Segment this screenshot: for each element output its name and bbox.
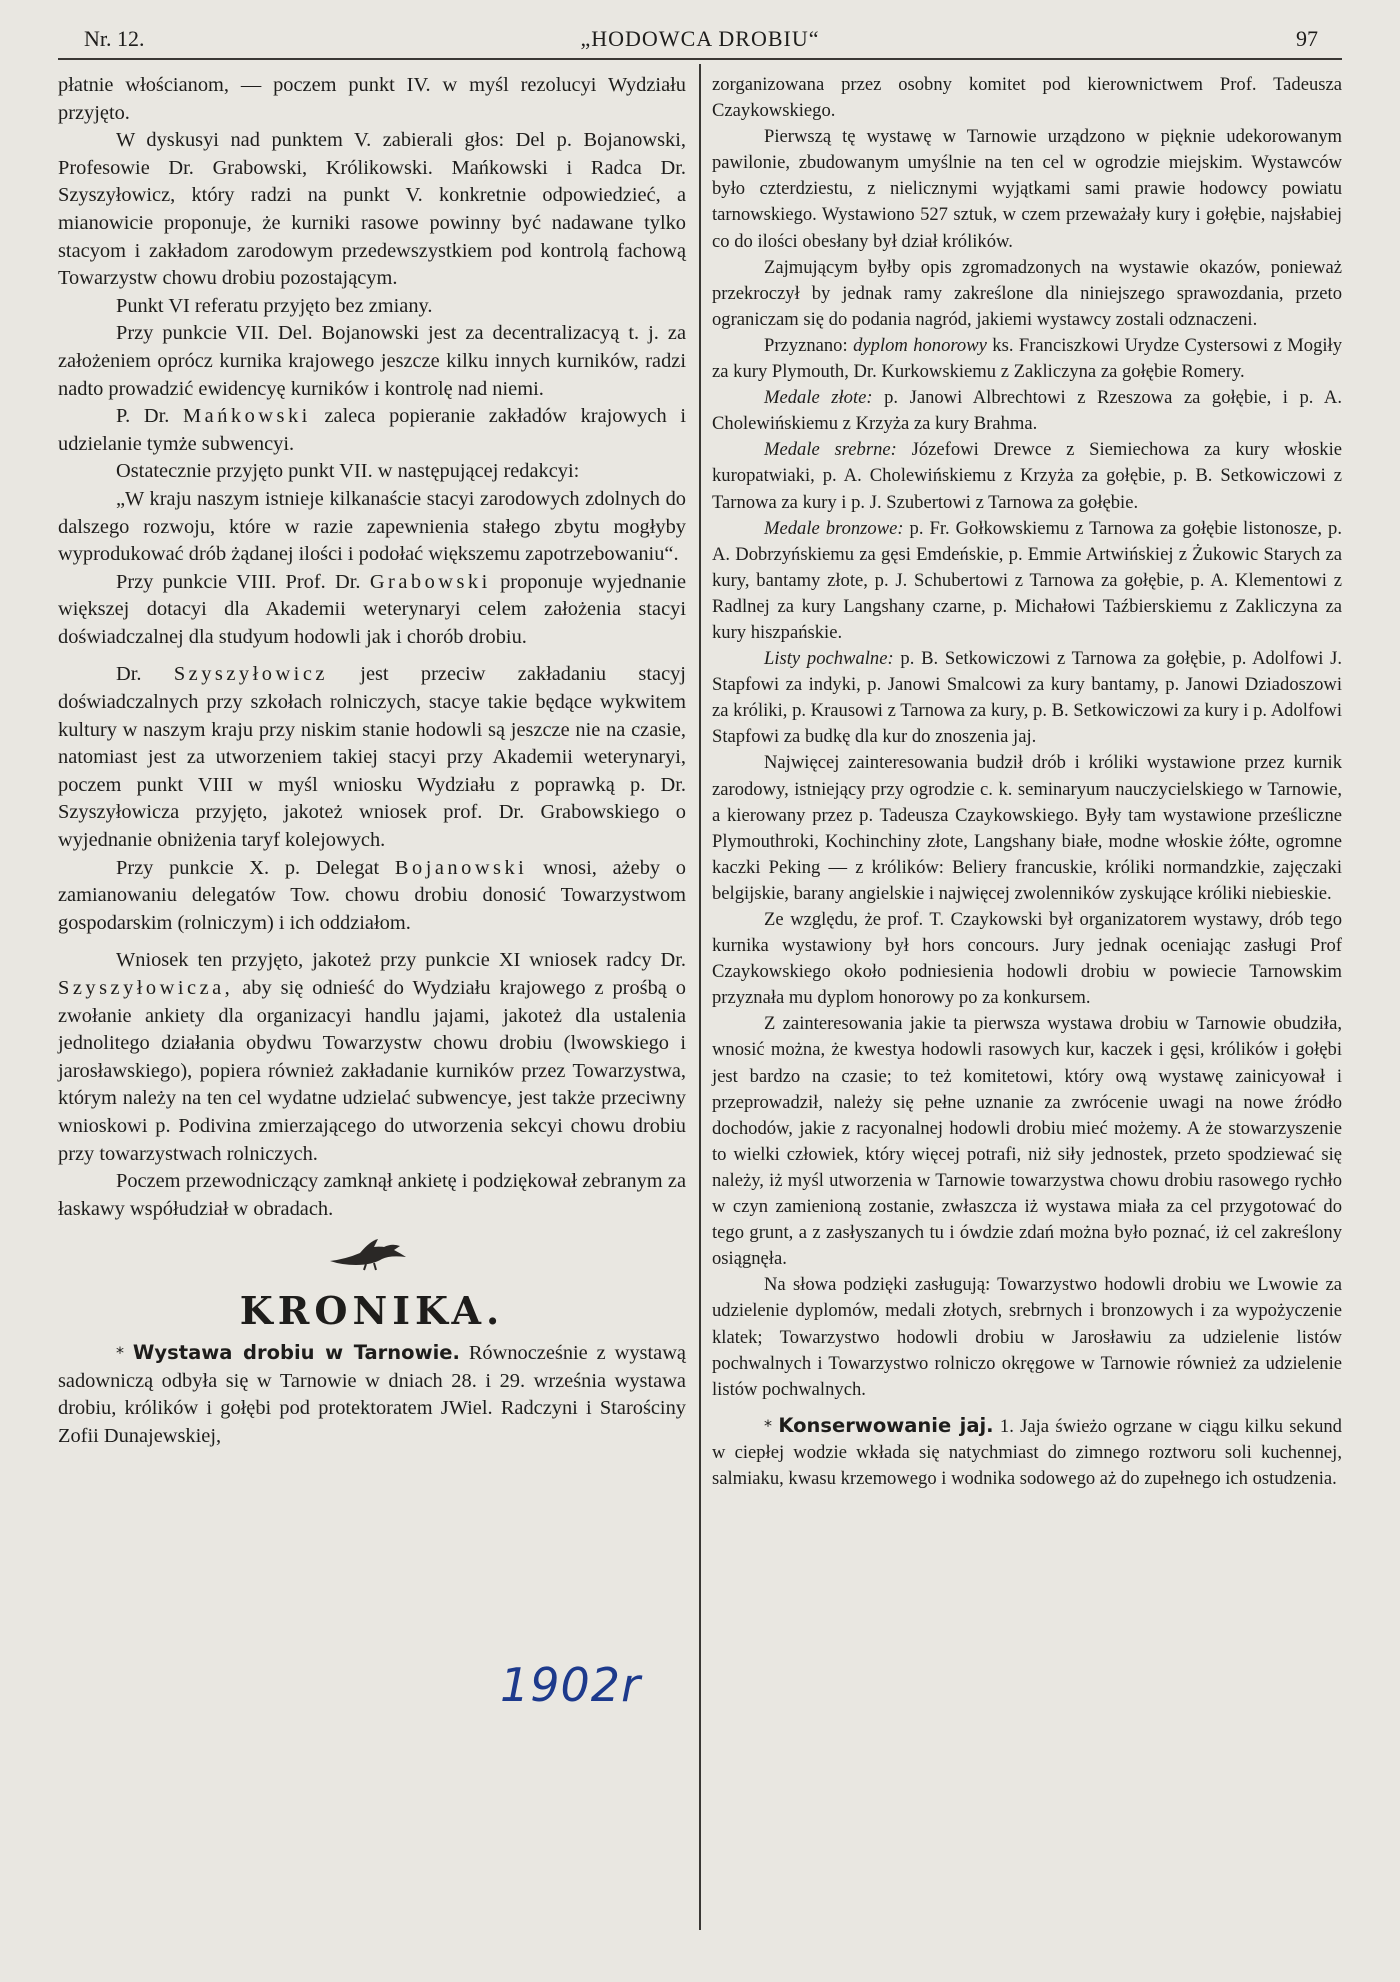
- left-column: [58, 72, 686, 1450]
- handwritten-year-note: 1902r: [500, 1658, 641, 1712]
- right-column: [712, 72, 1342, 1492]
- award-paragraph: Medale srebrne: Józefowi Drewce z Siemiechowa za kury włoskie kuropatwiaki, p. A. Cholewińskiemu z Krzyża za gołębie, p. B. Setkowiczowi z Tarnowa za kury i p. J. Szubertowi z Tarnowa za gołębie.: [712, 439, 1343, 513]
- paragraph: Pierwszą tę wystawę w Tarnowie urządzono w pięknie udekorowanym pawilonie, zbudowanym umyślnie na ten cel w ogrodzie miejskim. Wystawców było czterdziestu, z nielicznymi wyjątkami sami prawie hodowcy powiatu tarnowskiego. Wystawiono 527 sztuk, w czem przeważały kury i gołębie, najsłabiej co do ilości obesłany był dział królików.: [712, 126, 1342, 252]
- spaced-name: Szyszyłowicza,: [58, 977, 234, 999]
- page-header: [80, 14, 1320, 54]
- chronicle-entry: * Wystawa drobiu w Tarnowie. Równocześnie z wystawą sadowniczą odbyła się w Tarnowie w dniach 28. i 29. września wystawa drobiu, królików i gołębi pod protektoratem JWiel. Radczyni i Starościny Zofii Dunajewskiej,: [58, 1340, 686, 1447]
- spaced-name: Szyszyłowicz: [173, 663, 328, 686]
- journal-title: „HODOWCA DROBIU“: [580, 26, 820, 51]
- paragraph: Dr. Szyszyłowicz jest przeciw zakładaniu stacyj doświadczalnych przy szkołach rolniczych, stacye takie będące wykwitem kultury w naszym kraju przy niskim stanie hodowli są jeszcze nie na czasie, natomiast jest za utworzeniem takiej stacyi przy Akademii weterynaryi, poczem punkt VIII w myśl wniosku Wydziału z poprawką p. Dr. Szyszyłowicza przyjęto, jakoteż wniosek prof. Dr. Grabowskiego o wyjednanie obniżenia taryf kolejowych.: [58, 663, 686, 852]
- spaced-name: Grabowski: [369, 570, 491, 593]
- paragraph: Poczem przewodniczący zamknął ankietę i podziękował zebranym za łaskawy współudział w obradach.: [58, 1170, 686, 1220]
- paragraph: Ostatecznie przyjęto punkt VII. w następującej redakcyi:: [116, 460, 580, 483]
- entry-heading: Konserwowanie jaj.: [778, 1413, 994, 1437]
- page-number: 97: [1296, 26, 1318, 51]
- paragraph: P. Dr. Mańkowski zaleca popieranie zakładów krajowych i udzielanie tymże subwencyi.: [58, 405, 686, 455]
- spaced-name: Mańkowski: [183, 405, 311, 428]
- asterisk-icon: *: [764, 1415, 772, 1435]
- quoted-resolution: „W kraju naszym istnieje kilkanaście stacyi zarodowych zdolnych do dalszego rozwoju, które w razie zapewnienia stałego zbytu mogłyby wyprodukować drób żądanej ilości i podołać większemu zapotrzebowaniu“.: [58, 487, 686, 566]
- paragraph: Przy punkcie X. p. Delegat Bojanowski wnosi, ażeby o zamianowaniu delegatów Tow. chowu drobiu donosić Towarzystwom gospodarskim (rolniczym) i ich oddziałom.: [58, 856, 686, 934]
- paragraph: Z zainteresowania jakie ta pierwsza wystawa drobiu w Tarnowie obudziła, wnosić można, że kwestya hodowli rasowych kur, kaczek i gęsi, królików i gołębi jest bardzo na czasie; to też komitetowi, który ową wystawę zainicyował i przeprowadził, należy się pełne uznanie za zwrócenie uwagi na nowe źródło dochodów, jakie z racyonalnej hodowli drobiu mieć możemy. A że stowarzyszenie to wielki człowiek, który więcej potrafi, niż siły jednostek, przeto spodziewać się należy, iż myśl utworzenia w Tarnowie towarzystwa chowu drobiu rasowego rychło w czyn zamienioną zostanie, zwłaszcza iż wystawa miała za cel przygotować do tego grunt, a z zasłyszanych tu i ówdzie zdań można było poznać, iż cel zakreślony osiągnęła.: [712, 1013, 1342, 1270]
- section-title-kronika: KRONIKA.: [239, 1288, 505, 1334]
- bird-ornament-icon: [326, 1237, 410, 1271]
- paragraph: Punkt VI referatu przyjęto bez zmiany.: [116, 294, 433, 317]
- paragraph: zorganizowana przez osobny komitet pod kierownictwem Prof. Tadeusza Czaykowskiego.: [712, 74, 1342, 122]
- spaced-name: Bojanowski: [394, 856, 528, 879]
- award-paragraph: Przyznano: dyplom honorowy ks. Franciszkowi Urydze Cystersowi z Mogiły za kury Plymouth, Dr. Kurkowskiemu z Zakliczyna za gołębie Romery.: [712, 334, 1343, 383]
- paragraph: Ze względu, że prof. T. Czaykowski był organizatorem wystawy, drób tego kurnika wystawiony był hors concours. Jury jednak oceniając zasługi Prof Czaykowskiego około podniesienia hodowli drobiu w powiecie Tarnowskim przyznała mu dyplom honorowy po za konkursem.: [712, 909, 1342, 1009]
- paragraph: płatnie włościanom, — poczem punkt IV. w myśl rezolucyi Wydziału przyjęto.: [58, 74, 686, 124]
- paragraph: Zajmującym byłby opis zgromadzonych na wystawie okazów, ponieważ przekroczył by jednak ramy zakreślone dla niniejszego sprawozdania, przeto ograniczam się do podania nagród, jakiemi wystawcy zostali odznaczeni.: [712, 256, 1342, 330]
- award-paragraph: Listy pochwalne: p. B. Setkowiczowi z Tarnowa za gołębie, p. Adolfowi J. Stapfowi za indyki, p. Janowi Smalcowi za kury bantamy, p. Janowi Dziadoszowi za króliki, p. Krausowi z Tarnowa za kury, p. B. Setkowiczowi za kury i p. Adolfowi Stapfowi za budkę dla kur do znoszenia jaj.: [712, 648, 1343, 748]
- award-paragraph: Medale bronzowe: p. Fr. Gołkowskiemu z Tarnowa za gołębie listonosze, p. A. Dobrzyńskiemu za gęsi Emdeńskie, p. Emmie Artwińskiej z Żukowic Starych za kury, bantamy złote, p. J. Schubertowi z Tarnowa za gołębie, p. A. Klementowi z Radlnej za kury Langshany czarne, p. Michałowi Taźbierskiemu z Zakliczyna za kury hiszpańskie.: [712, 517, 1342, 643]
- chronicle-entry: * Konserwowanie jaj. 1. Jaja świeżo ogrzane w ciągu kilku sekund w ciepłej wodzie wkłada się natychmiast do zimnego roztworu soli kuchennej, salmiaku, kwasu krzemowego i wodnika sodowego aż do zupełnego ich ostudzenia.: [712, 1413, 1342, 1489]
- header-rule: [58, 58, 1342, 60]
- paragraph: W dyskusyi nad punktem V. zabierali głos: Del p. Bojanowski, Profesowie Dr. Grabowski, Królikowski. Mańkowski i Radca Dr. Szyszyłowicz, który radzi na punkt V. konkretnie odpowiedzieć, a mianowicie proponuje, że kurniki rasowe powinny być nadawane tylko stacyom i zakładom zarodowym przedewszystkiem pod kontrolą fachową Towarzystw chowu drobiu pozostającym.: [58, 129, 686, 290]
- paragraph: Przy punkcie VIII. Prof. Dr. Grabowski proponuje wyjednanie większej dotacyi dla Akademii weterynaryi celem założenia stacyi doświadczalnej dla studyum hodowli jak i chorób drobiu.: [58, 570, 687, 648]
- award-paragraph: Medale złote: p. Janowi Albrechtowi z Rzeszowa za gołębie, i p. A. Cholewińskiemu z Krzyża za kury Brahma.: [712, 387, 1343, 435]
- paragraph: Najwięcej zainteresowania budził drób i króliki wystawione przez kurnik zarodowy, istniejący przy ogrodzie c. k. seminaryum nauczycielskiego w Tarnowie, a kierowany przez p. Tadeusza Czaykowskiego. Były tam wystawione prześliczne Plymouthroki, Kochinchiny złote, Langshany białe, modne włoskie żółte, ogromne kaczki Peking — z królików: Beliery francuskie, króliki normandzkie, zajęczaki belgijskie, barany angielskie i najwięcej zwolenników zyskujące króliki niebieskie.: [712, 752, 1342, 904]
- column-divider: [699, 64, 701, 1930]
- entry-heading: Wystawa drobiu w Tarnowie.: [132, 1340, 460, 1364]
- issue-number: Nr. 12.: [84, 26, 145, 51]
- paragraph: Wniosek ten przyjęto, jakoteż przy punkcie XI wniosek radcy Dr. Szyszyłowicza, aby się odnieść do Wydziału krajowego z prośbą o zwołanie ankiety dla organizacyi handlu jajami, jakoteż dla ustalenia jednolitego działania obydwu Towarzystw chowu drobiu (lwowskiego i jarosławskiego), popiera również zakładanie kurników przez Towarzystwa, którym należy na ten cel wydatne udzielać subwencye, jest także przeciwny wnioskowi p. Podivina zmierzającego do utworzenia sekcyi chowu drobiu przy towarzystwach rolniczych.: [58, 949, 687, 1165]
- paragraph: Przy punkcie VII. Del. Bojanowski jest za decentralizacyą t. j. za założeniem oprócz kurnika krajowego jeszcze kilku innych kurników, radzi nadto prowadzić ewidencyę kurników i kontrolę nad niemi.: [58, 322, 686, 400]
- asterisk-icon: *: [116, 1342, 124, 1362]
- paragraph: Na słowa podzięki zasługują: Towarzystwo hodowli drobiu we Lwowie za udzielenie dyplomów, medali złotych, srebrnych i bronzowych i za wypożyczenie klatek; Towarzystwo hodowli drobiu w Jarosławiu za udzielenie listów pochwalnych i Towarzystwo rolniczo okręgowe w Tarnowie również za udzielenie listów pochwalnych.: [712, 1274, 1342, 1400]
